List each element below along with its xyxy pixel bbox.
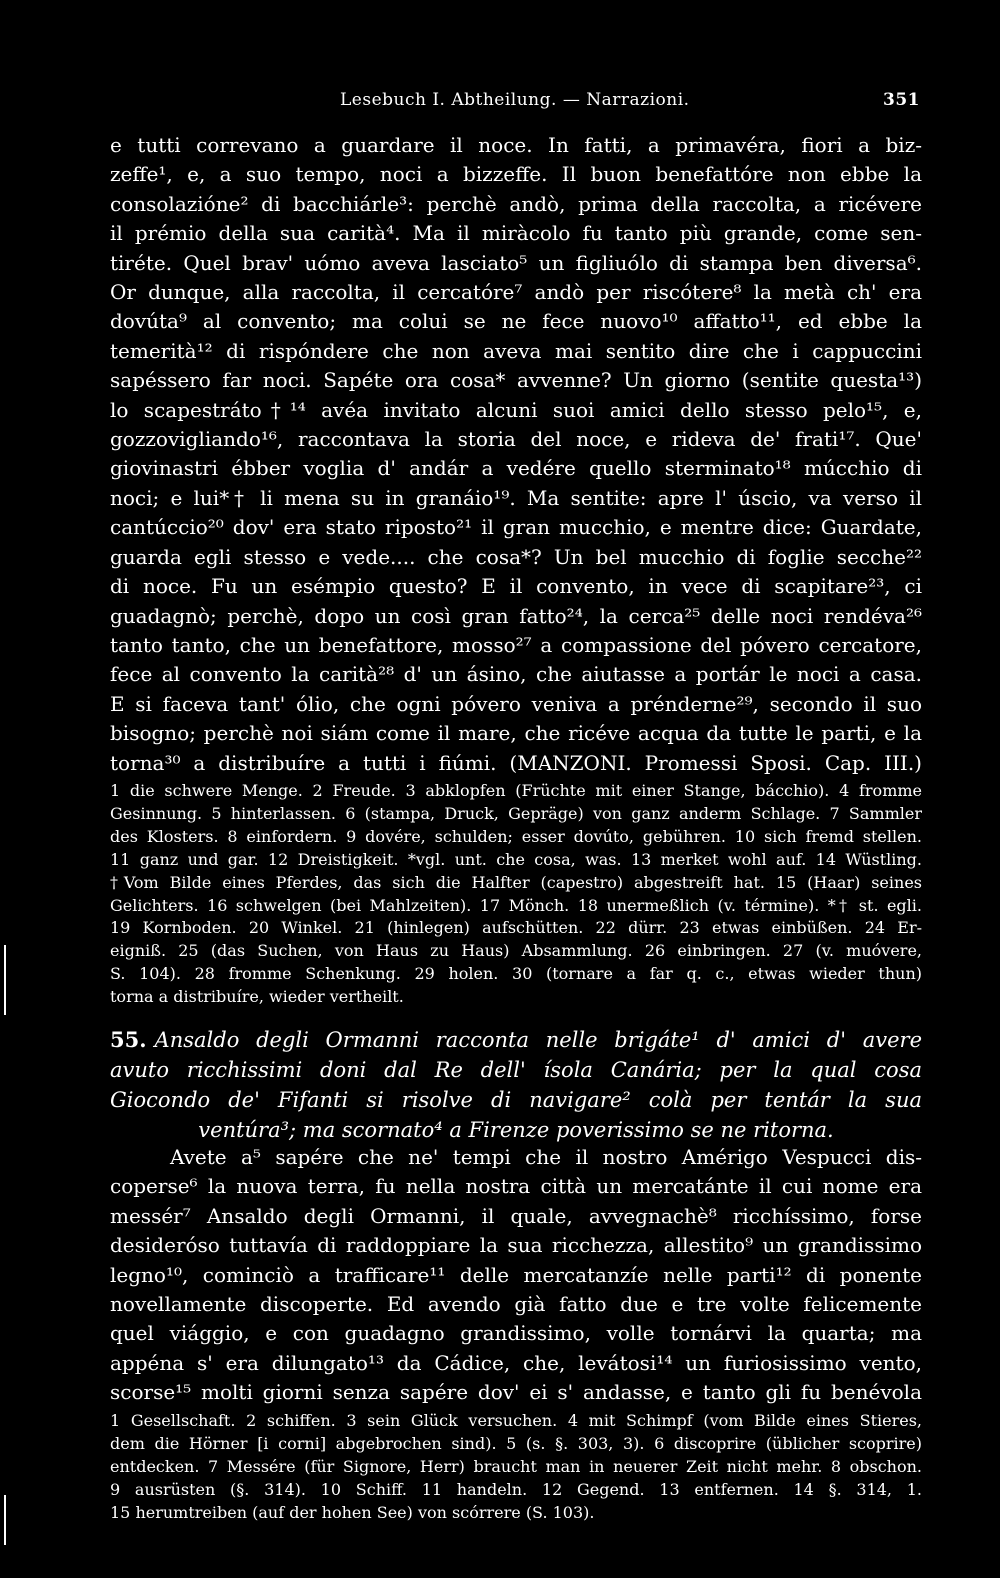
footnote-line: S. 104). 28 fromme Schenkung. 29 holen. 30 (tornare a far q. c., etwas wieder thun)	[110, 964, 922, 984]
text-line: torna³⁰ a distribuíre a tutti i fiúmi. (MANZONI. Promessi Sposi. Cap. III.)	[110, 750, 922, 775]
footnote-line: 15 herumtreiben (auf der hohen See) von scórrere (S. 103).	[110, 1502, 595, 1522]
text-line: di noce. Fu un esémpio questo? E il convento, in vece di scapitare²³, ci	[110, 574, 922, 599]
text-line: fece al convento la carità²⁸ d' un ásino, che aiutasse a portár le noci a casa.	[110, 662, 922, 687]
text-line: gozzovigliando¹⁶, raccontava la storia del noce, e rideva de' frati¹⁷. Que'	[110, 427, 922, 452]
footnote-line: eigniß. 25 (das Suchen, von Haus zu Haus) Absammlung. 26 einbringen. 27 (v. muóvere,	[110, 941, 922, 961]
section-heading-block	[110, 1025, 922, 1145]
text-line: noci; e lui*† li mena su in granáio¹⁹. Ma sentite: apre l' úscio, va verso il	[110, 485, 922, 510]
margin-binding-mark	[4, 1495, 6, 1545]
running-header	[110, 90, 920, 118]
text-line: consolazióne² di bacchiárle³: perchè andò, prima della raccolta, a ricévere	[110, 191, 922, 216]
section-heading-line	[110, 1025, 922, 1055]
margin-binding-mark	[4, 945, 6, 1015]
text-line: guarda egli stesso e vede.... che cosa*? Un bel mucchio di foglie secche²²	[110, 544, 922, 569]
text-line: novellamente discoperte. Ed avendo già fatto due e tre volte felicemente	[110, 1292, 922, 1317]
text-line: zeffe¹, e, a suo tempo, noci a bizzeffe. Il buon benefattóre non ebbe la	[110, 162, 922, 187]
text-line: scorse¹⁵ molti giorni senza sapére dov' ei s' andasse, e tanto gli fu benévola	[110, 1380, 922, 1405]
text-line: E si faceva tant' ólio, che ogni póvero veniva a prénderne²⁹, secondo il suo	[110, 691, 922, 716]
text-line: guadagnò; perchè, dopo un così gran fatto²⁴, la cerca²⁵ delle noci rendéva²⁶	[110, 603, 922, 628]
text-line: appéna s' era dilungato¹³ da Cádice, che, levátosi¹⁴ un furiosissimo vento,	[110, 1350, 922, 1375]
footnote-line: 11 ganz und gar. 12 Dreistigkeit. *vgl. unt. che cosa, was. 13 merket wohl auf. 14 Wüstling.	[110, 849, 922, 869]
footnotes-second	[110, 1410, 922, 1525]
footnote-line: 9 ausrüsten (§. 314). 10 Schiff. 11 handeln. 12 Gegend. 13 entfernen. 14 §. 314, 1.	[110, 1479, 922, 1499]
text-line: Avete a⁵ sapére che ne' tempi che il nostro Amérigo Vespucci dis-	[170, 1145, 922, 1169]
section-heading-line: avuto ricchissimi doni dal Re dell' ísola Canária; per la qual cosa	[110, 1058, 922, 1082]
section-heading-line: ventúra³; ma scornato⁴ a Firenze poverissimo se ne ritorna.	[198, 1118, 834, 1142]
text-line: desideróso tuttavía di raddoppiare la sua ricchezza, allestito⁹ un grandissimo	[110, 1233, 922, 1258]
text-line: sapéssero far noci. Sapéte ora cosa* avvenne? Un giorno (sentite questa¹³)	[110, 368, 922, 393]
text-line: bisogno; perchè noi siám come il mare, che ricéve acqua da tutte le parti, e la	[110, 721, 922, 746]
section-title: Ansaldo degli Ormanni racconta nelle brigáte¹ d' amici d' avere	[154, 1028, 922, 1052]
text-line: tiréte. Quel brav' uómo aveva lasciato⁵ un figliuólo di stampa ben diversa⁶.	[110, 250, 922, 275]
footnotes-first	[110, 780, 922, 1009]
text-line: legno¹⁰, cominciò a trafficare¹¹ delle mercatanzíe nelle parti¹² di ponente	[110, 1262, 922, 1287]
text-line: e tutti correvano a guardare il noce. In fatti, a primavéra, fiori a biz-	[110, 133, 922, 157]
text-line: dovúta⁹ al convento; ma colui se ne fece nuovo¹⁰ affatto¹¹, ed ebbe la	[110, 309, 922, 334]
page-number: 351	[883, 90, 920, 110]
text-line: tanto tanto, che un benefattore, mosso²⁷ a compassione del póvero cercatore,	[110, 632, 922, 657]
text-line: lo scapestráto†¹⁴ avéa invitato alcuni suoi amici dello stesso pelo¹⁵, e,	[110, 397, 922, 422]
text-line: temerità¹² di rispóndere che non aveva mai sentito dire che i cappuccini	[110, 338, 922, 363]
section-number: 55.	[110, 1027, 147, 1052]
section-heading-line: Giocondo de' Fifanti si risolve di navigare² colà per tentár la sua	[110, 1088, 922, 1112]
text-line: giovinastri ébber voglia d' andár a vedére quello sterminato¹⁸ múcchio di	[110, 456, 922, 481]
text-line: messér⁷ Ansaldo degli Ormanni, il quale, avvegnachè⁸ ricchíssimo, forse	[110, 1203, 922, 1228]
passage-second	[110, 1143, 922, 1408]
text-line: quel viággio, e con guadagno grandissimo, volle tornárvi la quarta; ma	[110, 1321, 922, 1346]
footnote-line: entdecken. 7 Messére (für Signore, Herr) braucht man in neuerer Zeit nicht mehr. 8 obschon.	[110, 1456, 922, 1476]
footnote-line: 1 die schwere Menge. 2 Freude. 3 abklopfen (Früchte mit einer Stange, bácchio). 4 fromme	[110, 781, 922, 800]
footnote-line: torna a distribuíre, wieder vertheilt.	[110, 987, 404, 1007]
footnote-line: 19 Kornboden. 20 Winkel. 21 (hinlegen) aufschütten. 22 dürr. 23 etwas einbüßen. 24 Er-	[110, 918, 922, 938]
running-title: Lesebuch I. Abtheilung. — Narrazioni.	[340, 90, 690, 110]
footnote-line: 1 Gesellschaft. 2 schiffen. 3 sein Glück versuchen. 4 mit Schimpf (vom Bilde eines Stieres,	[110, 1411, 922, 1430]
footnote-line: des Klosters. 8 einfordern. 9 dovére, schulden; esser dovúto, gebühren. 10 sich fremd stellen.	[110, 826, 922, 846]
text-line: Or dunque, alla raccolta, il cercatóre⁷ andò per riscótere⁸ la metà ch' era	[110, 280, 922, 305]
footnote-line: dem die Hörner [i corni] abgebrochen sind). 5 (s. §. 303, 3). 6 discoprire (üblicher scoprire)	[110, 1433, 922, 1453]
text-line: cantúccio²⁰ dov' era stato riposto²¹ il gran mucchio, e mentre dice: Guardate,	[110, 515, 922, 540]
text-line: il prémio della sua carità⁴. Ma il miràcolo fu tanto più grande, come sen-	[110, 221, 922, 246]
text-line: coperse⁶ la nuova terra, fu nella nostra città un mercatánte il cui nome era	[110, 1174, 922, 1199]
footnote-line: †Vom Bilde eines Pferdes, das sich die Halfter (capestro) abgestreift hat. 15 (Haar) seines	[110, 872, 922, 892]
passage-continuation	[110, 131, 922, 778]
footnote-line: Gesinnung. 5 hinterlassen. 6 (stampa, Druck, Gepräge) von ganz anderm Schlage. 7 Sammler	[110, 803, 922, 823]
footnote-line: Gelichters. 16 schwelgen (bei Mahlzeiten). 17 Mönch. 18 unermeßlich (v. términe). *† st. egli.	[110, 895, 922, 915]
